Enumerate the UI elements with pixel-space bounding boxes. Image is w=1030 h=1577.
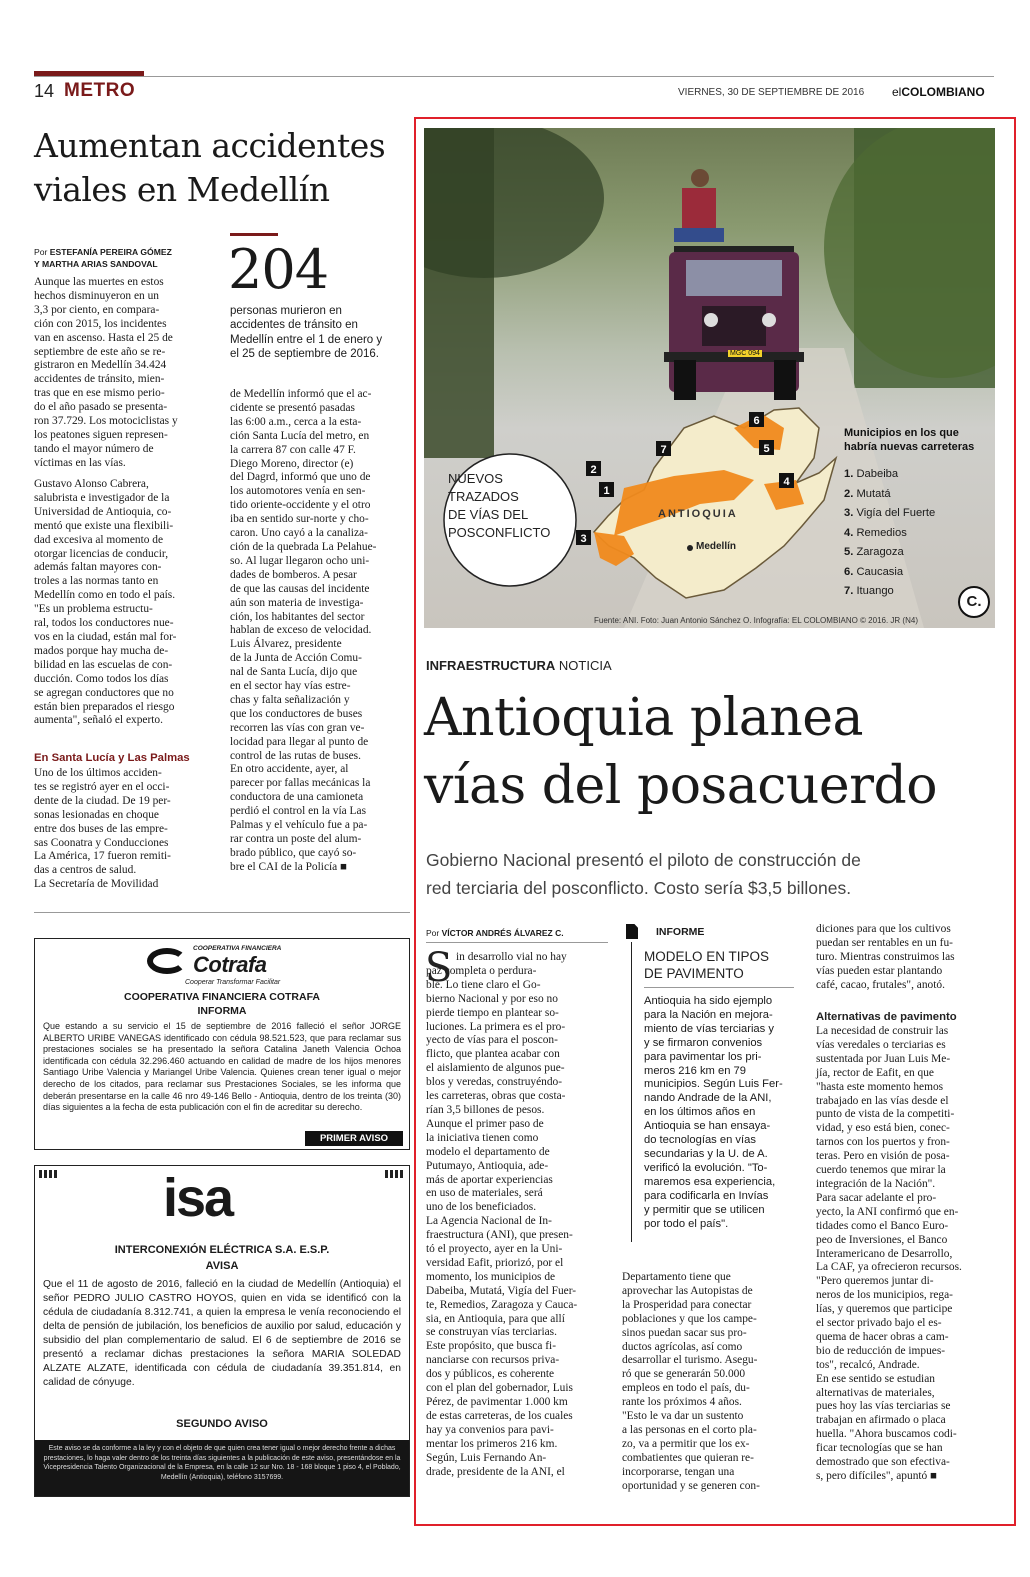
isa-footer: Este aviso se da conforme a la ley y con el objeto de que quien crea tener igual o mejor derecho frente a dichas prestaciones, lo haga valer dentro de los treinta días siguientes a la publicación de este aviso, presentándose en la Vicepresidencia Talento Organizacional de la Empresa, en la calle 12 sur Nro. 18 - 168 bloque 1 piso 4, el Poblado, Medellín (Antioquia), teléfono 3157699. — [35, 1440, 409, 1496]
municipality-item: 4. Remedios — [844, 526, 907, 539]
person-legs — [674, 228, 724, 242]
map-marker-5 — [759, 440, 774, 455]
left-byline-prefix: Por — [34, 247, 48, 257]
dropcap: S — [425, 945, 453, 991]
municipality-list — [844, 465, 935, 602]
municipality-item: 2. Mutatá — [844, 487, 891, 500]
map-city-label: Medellín — [696, 541, 737, 552]
section-name: METRO — [64, 80, 136, 101]
stat-number: 204 — [228, 238, 329, 301]
municipality-item: 6. Caucasia — [844, 565, 904, 578]
cotrafa-logo-icon — [147, 948, 187, 974]
map-marker-2 — [586, 461, 601, 476]
map-marker-1 — [599, 482, 614, 497]
kicker-strong: INFRAESTRUCTURA — [426, 658, 556, 673]
municipality-item: 3. Vigía del Fuerte — [844, 507, 936, 519]
cotrafa-title: COOPERATIVA FINANCIERA COTRAFA — [124, 991, 320, 1003]
informe-text: Antioquia ha sido ejemplo para la Nación en mejora- miento de vías terciarias y y se firmaron convenios para pavimentar los pri- meros 216 km en 79 municipios. Según Luis Fer- nando Andrade de la ANI, en los últimos años en Antioquia se han ensaya- do tecnologías en vías secundarias y la U. de A. verificó la evolución. "To- maremos esa experiencia, para codificarla en Invías y permitir que se utilicen por todo el país". — [644, 995, 783, 1230]
map-marker-4 — [779, 473, 794, 488]
person-torso — [682, 188, 716, 230]
left-byline — [34, 234, 172, 270]
informe-rule — [644, 987, 794, 988]
isa-company: INTERCONEXIÓN ELÉCTRICA S.A. E.S.P. — [114, 1244, 330, 1256]
page-number: 14 — [34, 81, 55, 101]
foliage-left — [424, 128, 604, 278]
isa-body: Que el 11 de agosto de 2016, falleció en la ciudad de Medellín (Antioquia) el señor PEDRO JULIO CASTRO HOYOS, quien en vida se identificó con la cédula de ciudadanía 8.312.741, a quien la empresa le venía reconociendo el delta de pensión de jubilación, los beneficios de auxilio por salud, educación y subsidio del plan complementario de salud. El 6 de septiembre de 2016 se presentó a reclamar dichas prestaciones la señora MARIA SOLEDAD ALZATE ALZATE, identificada con cédula de ciudadanía 39.351.814, en calidad de cónyuge. — [43, 1279, 401, 1388]
left-divider — [34, 912, 410, 913]
left-headline: Aumentan accidentes viales en Medellín — [34, 126, 386, 209]
informe-vline — [631, 942, 632, 1242]
infographic-logo-mark: C. — [958, 586, 990, 618]
main-byline — [426, 928, 564, 938]
page-date: VIERNES, 30 DE SEPTIEMBRE DE 2016 — [678, 87, 865, 98]
main-col2-text: Departamento tiene que aprovechar las Autopistas de la Prosperidad para conectar poblaciones y que los campe- sinos puedan sacar sus pro- ductos agrícolas, así como desarrollar el turismo. Asegu- ró que se generarán 50.000 empleos en todo el país, du- rante los próximos 4 años. "Esto le va dar un sustento a las personas en el corto pla- zo, va a permitir que los ex- combatientes que quieran re- incorporarse, tengan una oportunidad y se generen con- — [622, 1271, 760, 1492]
cotrafa-notice-label: PRIMER AVISO — [305, 1131, 403, 1146]
svg-text:2: 2 — [590, 464, 597, 476]
cotrafa-small-label: COOPERATIVA FINANCIERA — [193, 945, 282, 952]
svg-text:7: 7 — [660, 444, 667, 456]
header-line — [34, 76, 994, 77]
byline-rule — [426, 942, 608, 943]
cotrafa-brand: Cotrafa — [193, 952, 267, 977]
left-subhead: En Santa Lucía y Las Palmas — [34, 752, 190, 764]
map-region-label: ANTIOQUIA — [658, 508, 738, 520]
jeep-roof-rack — [674, 246, 794, 252]
main-kicker — [426, 658, 612, 673]
jeep-wheel-right — [774, 360, 796, 400]
isa-corner-dots-left — [39, 1170, 59, 1178]
newspaper-logo — [892, 85, 985, 99]
stat-rule — [230, 233, 278, 236]
main-col3-p2: La necesidad de construir las vías veredales o terciarias es sustentada por Juan Luis Me- jía, rector de Eafit, en que "hasta este momento hemos trabajado en las vías desde el punto de vista de la competiti- vidad, y eso está bien, conec- tarnos con los puertos y fron- teras. Pero en visión de posa- cuerdo tenemos que mirar la integración de la Nación". Para sacar adelante el pro- yecto, la ANI confirmó que en- tidades como el Banco Euro- peo de Inversiones, el Banco Interamericano de Desarrollo, La CAF, ya ofrecieron recursos. "Pero queremos juntar di- neros de los municipios, rega- lías, y queremos que participe el sector privado bajo el es- quema de hacer obras a cam- bio de reducción de impues- tos", recalcó, Andrade. En ese sentido se estudian alternativas de materiales, pues hoy las vías terciarias se trabajan en afirmado o placa huella. "Ahora buscamos codi- ficar tecnologías que se han demostrado que son efectiva- s, pero difíciles", apuntó ■ — [816, 1025, 962, 1482]
map-marker-6 — [749, 412, 764, 427]
infographic-credit: Fuente: ANI. Foto: Juan Antonio Sánchez O. Infografía: EL COLOMBIANO © 2016. JR (N4) — [594, 616, 918, 625]
cotrafa-body: Que estando a su servicio el 15 de septiembre de 2016 falleció el señor JORGE ALBERTO URIBE VANEGAS identificado con cédula 98.521.523, que para reclamar sus prestaciones sociales se ha presentado la señora Catalina Janeth Valencia Ochoa identificada con cédula 32.296.460 actuando en calidad de madre de los hijos menores Santiago Uribe Valencia y Mariangel Uribe Valencia. Quienes crean tener igual o mejor derecho de los citados, para reclamar sus Prestaciones Sociales, se les informa que deberán presentarse en la calle 46 nro 49-146 Bello - Antioquia, dentro de los treinta (30) días siguientes a la fecha de esta publicación con el fin de acreditar su derecho. — [43, 1021, 401, 1113]
left-byline-names: ESTEFANÍA PEREIRA GÓMEZ Y MARTHA ARIAS SANDOVAL — [34, 247, 172, 269]
svg-text:3: 3 — [580, 533, 587, 545]
main-col3-subhead: Alternativas de pavimento — [816, 1011, 957, 1023]
main-col3-p1: diciones para que los cultivos puedan ser rentables en un fu- turo. Mientras construimos las vías pueden estar plantando café, cacao, frutales", anotó. — [816, 923, 955, 991]
map-marker-7 — [656, 441, 671, 456]
svg-text:5: 5 — [763, 443, 770, 455]
person-head — [691, 169, 709, 187]
main-byline-prefix: Por — [426, 928, 440, 938]
logo-prefix: el — [892, 85, 902, 99]
isa-logo: isa — [163, 1168, 233, 1228]
isa-corner-dots-right — [385, 1170, 405, 1178]
jeep-headlight-left — [704, 313, 718, 327]
isa-title: AVISA — [205, 1260, 239, 1272]
jeep-plate: MGC 094 — [730, 350, 760, 357]
main-col1-text: in desarrollo vial no hay paz completa o perdura- ble. Lo tiene claro el Go- bierno Nacional y por eso no pierde tiempo en plantear so- luciones. La primera es el pro- yecto de vías para el poscon- flicto, que plantea acabar con el aislamiento de algunos pue- blos y veredas, construyéndo- les carreteras, obras que costa- rían 3,5 billones de pesos. Aunque el primer paso de la iniciativa tienen como modelo el departamento de Putumayo, Antioquia, ade- más de aportar experiencias en uso de materiales, será uno de los beneficiados. La Agencia Nacional de In- fraestructura (ANI), que presen- tó el proyecto, ayer en la Uni- versidad Eafit, priorizó, por el momento, los municipios de Dabeiba, Mutatá, Vigía del Fuer- te, Remedios, Zaragoza y Cauca- sia, en Antioquia, para que allí se construyan vías terciarias. Este propósito, que busca fi- nanciarse con recursos priva- dos y públicos, es coherente con el plan del gobernador, Luis Pérez, de pavimentar 1.000 km de estas carreteras, de los cuales hay ya convenios para pavi- mentar los primeros 216 km. Según, Luis Fernando An- drade, presidente de la ANI, el — [426, 951, 578, 1478]
svg-text:6: 6 — [753, 415, 760, 427]
municipality-item: 7. Ituango — [844, 585, 894, 597]
cotrafa-notice — [34, 938, 410, 1150]
medellin-dot — [687, 545, 693, 551]
municipality-item: 5. Zaragoza — [844, 546, 904, 558]
jeep-headlight-right — [762, 313, 776, 327]
kicker-light: NOTICIA — [558, 658, 612, 673]
left-col1-p1: Aunque las muertes en estos hechos disminuyeron en un 3,3 por ciento, en compara- ción con 2015, los incidentes van en ascenso. Hasta el 25 de septiembre de este año se re- gistraron en Medellín 34.424 accidentes de tránsito, mien- tras que en ese mismo perio- do el año pasado se presenta- ron 37.729. Los motociclistas y los peatones siguen represen- tando el mayor número de víctimas en las vías. — [34, 276, 178, 469]
left-col2-p1: de Medellín informó que el ac- cidente se presentó pasadas las 6:00 a.m., cerca a la esta- ción Santa Lucía del metro, en la carrera 87 con calle 47 F. Diego Moreno, director (e) del Dagrd, informó que uno de los automotores venía en sen- tido oriente-occidente y el otro iba en sentido sur-norte y cho- caron. Uno cayó a la canaliza- ción de la quebrada La Pelahue- so. Al lugar llegaron ocho uni- dades de bomberos. A pesar de que las causas del incidente aún son materia de investiga- ción, los habitantes del sector hablan de exceso de velocidad. Luis Álvarez, presidente de la Junta de Acción Comu- nal de Santa Lucía, dijo que en el sector hay vías estre- chas y falta señalización y que los conductores de buses recorren las vías con gran ve- locidad para llegar al punto de control de las rutas de buses. En otro accidente, ayer, al parecer por fallas mecánicas la conductora de una camioneta perdió el control en la vía Las Palmas y el vehículo fue a pa- rar contra un poste del alum- brado público, que cayó so- bre el CAI de la Policía ■ — [230, 388, 377, 873]
infographic — [424, 128, 995, 628]
map-label: NUEVOS TRAZADOS DE VÍAS DEL POSCONFLICTO — [448, 471, 551, 540]
municipality-item: 1. Dabeiba — [844, 468, 899, 480]
svg-text:1: 1 — [603, 485, 610, 497]
left-col1-p2: Gustavo Alonso Cabrera, salubrista e investigador de la Universidad de Antioquia, co- mentó que existe una flexibili- dad excesiva al momento de otorgar licencias de conducir, además faltan mayores con- troles a las normas tanto en Medellín como en todo el país. "Es un problema estructu- ral, todos los conductores nue- vos en la ciudad, están mal for- mados porque hay mucha de- bilidad en las escuelas de con- ducción. Como todos los días se agregan conductores que no están bien preparados el riesgo aumenta", señaló el experto. — [34, 478, 177, 727]
main-byline-name: VÍCTOR ANDRÉS ÁLVAREZ C. — [441, 928, 564, 938]
stat-caption: personas murieron en accidentes de tránsito en Medellín entre el 1 de enero y el 25 de septiembre de 2016. — [230, 305, 383, 360]
main-headline: Antioquia planea vías del posacuerdo — [424, 688, 938, 816]
svg-text:4: 4 — [783, 476, 790, 488]
jeep-wheel-left — [674, 360, 696, 400]
informe-label: INFORME — [656, 926, 705, 938]
foliage-right — [824, 128, 995, 378]
informe-icon — [626, 924, 638, 939]
left-col1-p3: Uno de los últimos acciden- tes se registró ayer en el occi- dente de la ciudad. De 19 per- sonas lesionadas en choque entre dos buses de las empre- sas Coonatra y Conducciones La América, 17 fueron remiti- das a centros de salud. La Secretaría de Movilidad — [34, 767, 171, 891]
legend-title: Municipios en los que habría nuevas carreteras — [844, 427, 975, 453]
isa-notice-label: SEGUNDO AVISO — [176, 1418, 268, 1430]
cotrafa-subtitle: INFORMA — [197, 1005, 247, 1017]
isa-notice — [34, 1165, 410, 1497]
logo-name: COLOMBIANO — [901, 85, 985, 99]
jeep-windshield — [686, 260, 782, 296]
informe-title: MODELO EN TIPOS DE PAVIMENTO — [644, 949, 770, 981]
map-marker-3 — [576, 530, 591, 545]
main-deck: Gobierno Nacional presentó el piloto de construcción de red terciaria del posconflicto. Costo sería $3,5 billones. — [426, 850, 861, 898]
cotrafa-tagline: Cooperar Transformar Facilitar — [185, 979, 281, 986]
